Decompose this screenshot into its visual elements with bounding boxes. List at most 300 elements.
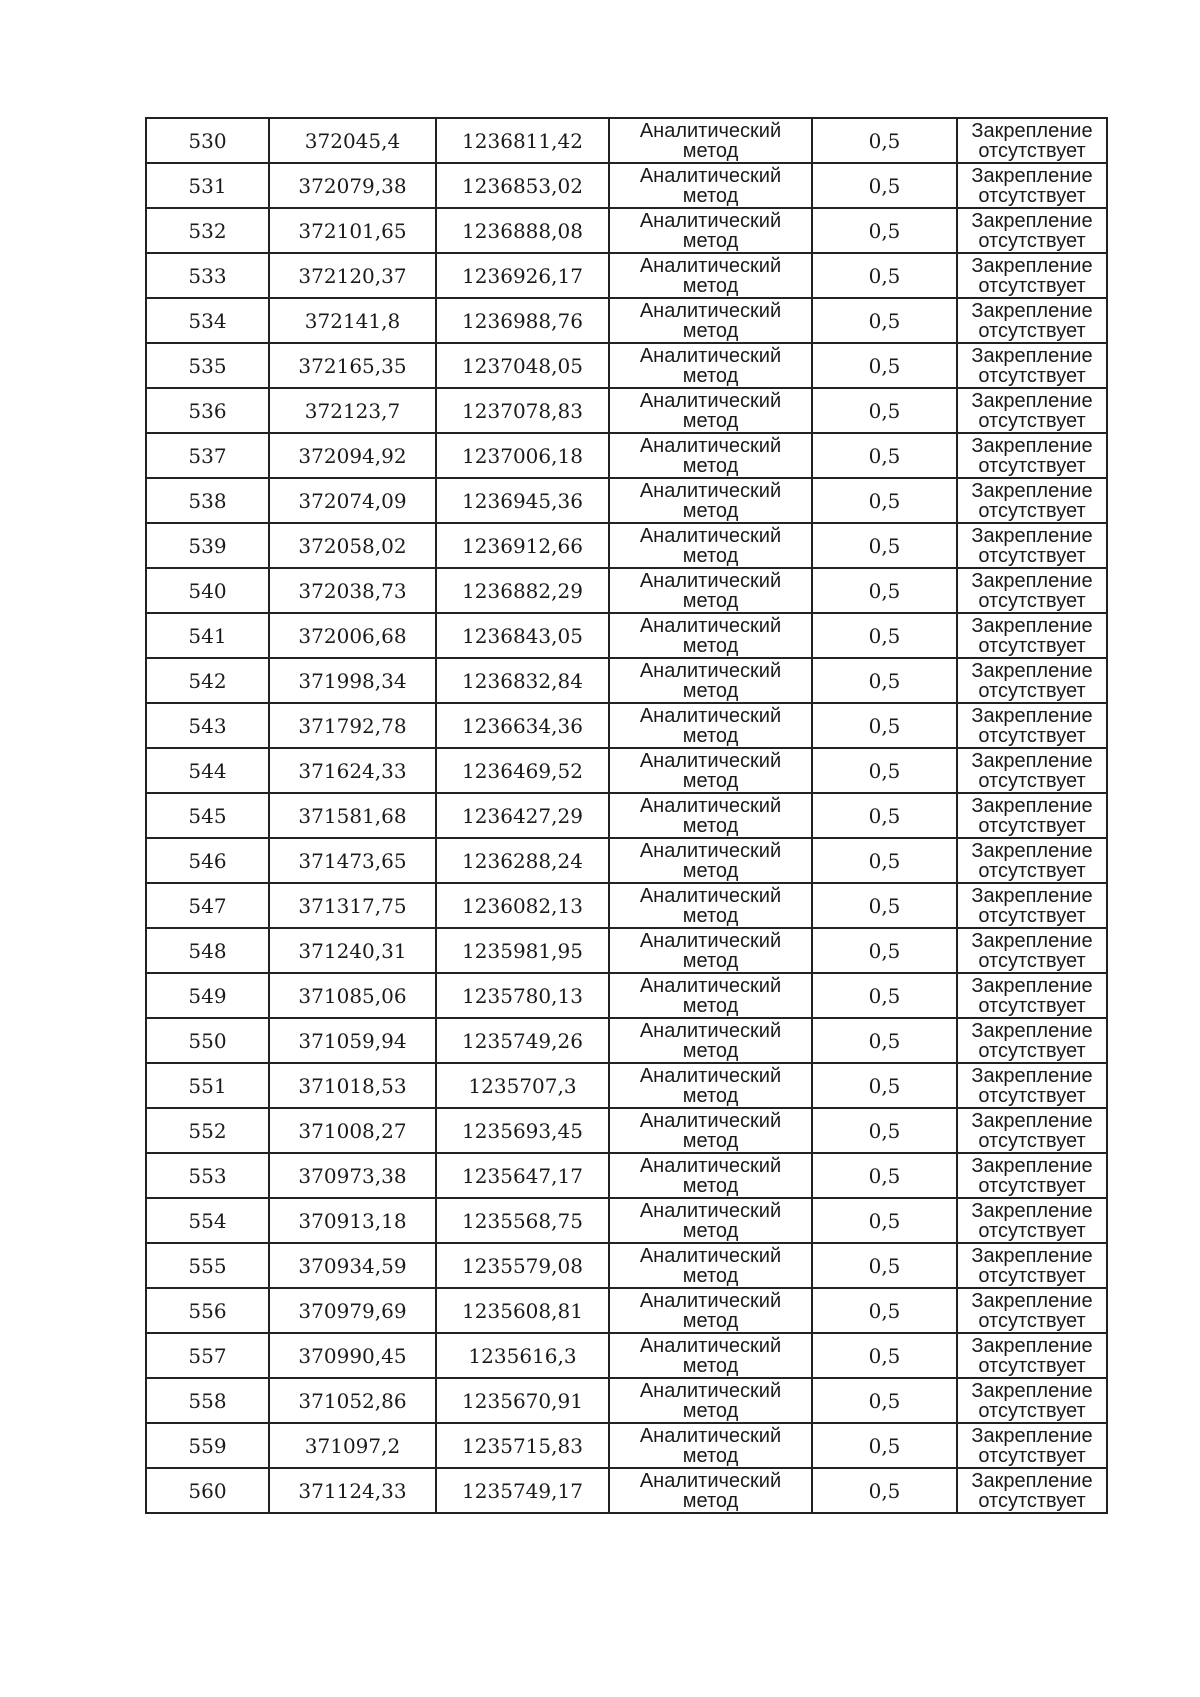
point-number-cell: 544 — [146, 748, 269, 793]
x-coordinate-cell: 371085,06 — [269, 973, 436, 1018]
marking-line-1: Закрепление — [971, 1424, 1093, 1447]
marking-line-2: отсутствует — [978, 1444, 1086, 1467]
accuracy-cell: 0,5 — [812, 613, 957, 658]
marking-line-2: отсутствует — [978, 139, 1086, 162]
y-coordinate-cell: 1235608,81 — [436, 1288, 609, 1333]
table-row — [146, 1423, 1107, 1468]
method-cell — [609, 1063, 812, 1108]
accuracy-cell: 0,5 — [812, 1288, 957, 1333]
accuracy-cell: 0,5 — [812, 703, 957, 748]
y-coordinate-cell: 1236853,02 — [436, 163, 609, 208]
marking-line-2: отсутствует — [978, 364, 1086, 387]
table-row — [146, 1333, 1107, 1378]
accuracy-cell: 0,5 — [812, 883, 957, 928]
y-coordinate-cell: 1237006,18 — [436, 433, 609, 478]
y-coordinate-cell: 1236912,66 — [436, 523, 609, 568]
accuracy-cell: 0,5 — [812, 1243, 957, 1288]
x-coordinate-cell: 372123,7 — [269, 388, 436, 433]
point-number-cell: 560 — [146, 1468, 269, 1513]
marking-cell — [957, 388, 1107, 433]
x-coordinate-cell: 372165,35 — [269, 343, 436, 388]
marking-line-1: Закрепление — [971, 614, 1093, 637]
x-coordinate-cell: 372094,92 — [269, 433, 436, 478]
table-row — [146, 1378, 1107, 1423]
table-row — [146, 118, 1107, 163]
x-coordinate-cell: 371059,94 — [269, 1018, 436, 1063]
method-cell — [609, 568, 812, 613]
y-coordinate-cell: 1237048,05 — [436, 343, 609, 388]
marking-line-2: отсутствует — [978, 454, 1086, 477]
method-cell — [609, 1468, 812, 1513]
marking-line-1: Закрепление — [971, 929, 1093, 952]
y-coordinate-cell: 1236082,13 — [436, 883, 609, 928]
x-coordinate-cell: 370913,18 — [269, 1198, 436, 1243]
method-line-2: метод — [682, 454, 739, 477]
marking-line-2: отсутствует — [978, 1489, 1086, 1512]
marking-line-1: Закрепление — [971, 1289, 1093, 1312]
x-coordinate-cell: 371124,33 — [269, 1468, 436, 1513]
marking-cell — [957, 343, 1107, 388]
x-coordinate-cell: 371998,34 — [269, 658, 436, 703]
marking-cell — [957, 478, 1107, 523]
method-cell — [609, 883, 812, 928]
accuracy-cell: 0,5 — [812, 568, 957, 613]
method-line-1: Аналитический — [639, 839, 782, 862]
accuracy-cell: 0,5 — [812, 973, 957, 1018]
method-line-2: метод — [682, 1084, 739, 1107]
point-number-cell: 537 — [146, 433, 269, 478]
method-cell — [609, 208, 812, 253]
point-number-cell: 552 — [146, 1108, 269, 1153]
marking-cell — [957, 1063, 1107, 1108]
marking-cell — [957, 838, 1107, 883]
table-row — [146, 568, 1107, 613]
marking-line-1: Закрепление — [971, 389, 1093, 412]
method-cell — [609, 1018, 812, 1063]
method-line-1: Аналитический — [639, 479, 782, 502]
accuracy-cell: 0,5 — [812, 748, 957, 793]
marking-cell — [957, 1288, 1107, 1333]
x-coordinate-cell: 372058,02 — [269, 523, 436, 568]
accuracy-cell: 0,5 — [812, 793, 957, 838]
marking-cell — [957, 1423, 1107, 1468]
table-row — [146, 748, 1107, 793]
y-coordinate-cell: 1235693,45 — [436, 1108, 609, 1153]
x-coordinate-cell: 372079,38 — [269, 163, 436, 208]
point-number-cell: 553 — [146, 1153, 269, 1198]
marking-line-2: отсутствует — [978, 1399, 1086, 1422]
method-line-2: метод — [682, 904, 739, 927]
marking-line-2: отсутствует — [978, 1219, 1086, 1242]
point-number-cell: 530 — [146, 118, 269, 163]
point-number-cell: 541 — [146, 613, 269, 658]
method-line-1: Аналитический — [639, 1019, 782, 1042]
x-coordinate-cell: 371097,2 — [269, 1423, 436, 1468]
point-number-cell: 548 — [146, 928, 269, 973]
method-cell — [609, 613, 812, 658]
x-coordinate-cell: 371792,78 — [269, 703, 436, 748]
y-coordinate-cell: 1235647,17 — [436, 1153, 609, 1198]
y-coordinate-cell: 1236988,76 — [436, 298, 609, 343]
point-number-cell: 534 — [146, 298, 269, 343]
method-cell — [609, 388, 812, 433]
point-number-cell: 533 — [146, 253, 269, 298]
marking-line-2: отсутствует — [978, 544, 1086, 567]
y-coordinate-cell: 1235749,17 — [436, 1468, 609, 1513]
method-cell — [609, 1198, 812, 1243]
table-row — [146, 253, 1107, 298]
method-line-2: метод — [682, 139, 739, 162]
method-line-2: метод — [682, 1399, 739, 1422]
method-line-2: метод — [682, 229, 739, 252]
method-line-1: Аналитический — [639, 1334, 782, 1357]
method-line-1: Аналитический — [639, 119, 782, 142]
method-cell — [609, 298, 812, 343]
marking-line-2: отсутствует — [978, 1084, 1086, 1107]
table-row — [146, 1468, 1107, 1513]
method-line-1: Аналитический — [639, 704, 782, 727]
marking-line-1: Закрепление — [971, 974, 1093, 997]
method-cell — [609, 973, 812, 1018]
marking-line-2: отсутствует — [978, 1354, 1086, 1377]
method-line-2: метод — [682, 544, 739, 567]
marking-line-1: Закрепление — [971, 479, 1093, 502]
method-line-1: Аналитический — [639, 524, 782, 547]
table-row — [146, 1198, 1107, 1243]
method-line-1: Аналитический — [639, 1154, 782, 1177]
accuracy-cell: 0,5 — [812, 298, 957, 343]
x-coordinate-cell: 371018,53 — [269, 1063, 436, 1108]
point-number-cell: 558 — [146, 1378, 269, 1423]
point-number-cell: 538 — [146, 478, 269, 523]
method-line-2: метод — [682, 994, 739, 1017]
accuracy-cell: 0,5 — [812, 1378, 957, 1423]
y-coordinate-cell: 1236469,52 — [436, 748, 609, 793]
point-number-cell: 542 — [146, 658, 269, 703]
accuracy-cell: 0,5 — [812, 1063, 957, 1108]
method-cell — [609, 253, 812, 298]
marking-line-2: отсутствует — [978, 949, 1086, 972]
x-coordinate-cell: 371581,68 — [269, 793, 436, 838]
point-number-cell: 559 — [146, 1423, 269, 1468]
method-line-2: метод — [682, 364, 739, 387]
y-coordinate-cell: 1236811,42 — [436, 118, 609, 163]
x-coordinate-cell: 370934,59 — [269, 1243, 436, 1288]
marking-line-2: отсутствует — [978, 274, 1086, 297]
table-row — [146, 1018, 1107, 1063]
y-coordinate-cell: 1236288,24 — [436, 838, 609, 883]
method-cell — [609, 1108, 812, 1153]
point-number-cell: 535 — [146, 343, 269, 388]
method-line-2: метод — [682, 949, 739, 972]
marking-cell — [957, 658, 1107, 703]
marking-line-2: отсутствует — [978, 1039, 1086, 1062]
accuracy-cell: 0,5 — [812, 478, 957, 523]
method-cell — [609, 1378, 812, 1423]
x-coordinate-cell: 372038,73 — [269, 568, 436, 613]
y-coordinate-cell: 1236888,08 — [436, 208, 609, 253]
y-coordinate-cell: 1235981,95 — [436, 928, 609, 973]
method-line-2: метод — [682, 1489, 739, 1512]
accuracy-cell: 0,5 — [812, 1333, 957, 1378]
method-line-1: Аналитический — [639, 434, 782, 457]
marking-line-2: отсутствует — [978, 769, 1086, 792]
table-row — [146, 883, 1107, 928]
table-row — [146, 703, 1107, 748]
method-cell — [609, 343, 812, 388]
marking-cell — [957, 523, 1107, 568]
x-coordinate-cell: 372074,09 — [269, 478, 436, 523]
method-line-2: метод — [682, 859, 739, 882]
method-line-1: Аналитический — [639, 1109, 782, 1132]
table-row — [146, 433, 1107, 478]
marking-cell — [957, 1378, 1107, 1423]
y-coordinate-cell: 1235780,13 — [436, 973, 609, 1018]
y-coordinate-cell: 1235749,26 — [436, 1018, 609, 1063]
marking-line-2: отсутствует — [978, 859, 1086, 882]
method-line-1: Аналитический — [639, 794, 782, 817]
point-number-cell: 540 — [146, 568, 269, 613]
marking-line-2: отсутствует — [978, 184, 1086, 207]
marking-cell — [957, 253, 1107, 298]
point-number-cell: 557 — [146, 1333, 269, 1378]
table-row — [146, 928, 1107, 973]
marking-line-1: Закрепление — [971, 794, 1093, 817]
y-coordinate-cell: 1236634,36 — [436, 703, 609, 748]
marking-line-2: отсутствует — [978, 994, 1086, 1017]
method-line-1: Аналитический — [639, 614, 782, 637]
marking-cell — [957, 748, 1107, 793]
point-number-cell: 551 — [146, 1063, 269, 1108]
marking-line-1: Закрепление — [971, 254, 1093, 277]
marking-cell — [957, 793, 1107, 838]
point-number-cell: 536 — [146, 388, 269, 433]
x-coordinate-cell: 371317,75 — [269, 883, 436, 928]
marking-line-2: отсутствует — [978, 1174, 1086, 1197]
marking-cell — [957, 1018, 1107, 1063]
method-line-2: метод — [682, 184, 739, 207]
accuracy-cell: 0,5 — [812, 1423, 957, 1468]
method-cell — [609, 433, 812, 478]
accuracy-cell: 0,5 — [812, 658, 957, 703]
method-line-1: Аналитический — [639, 254, 782, 277]
x-coordinate-cell: 372141,8 — [269, 298, 436, 343]
y-coordinate-cell: 1235670,91 — [436, 1378, 609, 1423]
marking-line-2: отсутствует — [978, 1309, 1086, 1332]
marking-line-1: Закрепление — [971, 659, 1093, 682]
method-cell — [609, 703, 812, 748]
accuracy-cell: 0,5 — [812, 118, 957, 163]
y-coordinate-cell: 1236843,05 — [436, 613, 609, 658]
marking-cell — [957, 118, 1107, 163]
point-number-cell: 531 — [146, 163, 269, 208]
marking-line-2: отсутствует — [978, 499, 1086, 522]
marking-cell — [957, 298, 1107, 343]
table-row — [146, 613, 1107, 658]
method-cell — [609, 1243, 812, 1288]
x-coordinate-cell: 371052,86 — [269, 1378, 436, 1423]
marking-line-1: Закрепление — [971, 1379, 1093, 1402]
marking-line-1: Закрепление — [971, 1154, 1093, 1177]
marking-line-1: Закрепление — [971, 839, 1093, 862]
method-line-2: метод — [682, 769, 739, 792]
marking-cell — [957, 703, 1107, 748]
method-line-1: Аналитический — [639, 749, 782, 772]
method-line-2: метод — [682, 319, 739, 342]
accuracy-cell: 0,5 — [812, 523, 957, 568]
marking-cell — [957, 163, 1107, 208]
marking-line-1: Закрепление — [971, 299, 1093, 322]
marking-line-2: отсутствует — [978, 1264, 1086, 1287]
method-line-1: Аналитический — [639, 344, 782, 367]
method-line-2: метод — [682, 1174, 739, 1197]
point-number-cell: 532 — [146, 208, 269, 253]
table-row — [146, 1108, 1107, 1153]
accuracy-cell: 0,5 — [812, 838, 957, 883]
x-coordinate-cell: 372120,37 — [269, 253, 436, 298]
y-coordinate-cell: 1235579,08 — [436, 1243, 609, 1288]
method-line-2: метод — [682, 1264, 739, 1287]
method-line-2: метод — [682, 1444, 739, 1467]
accuracy-cell: 0,5 — [812, 163, 957, 208]
x-coordinate-cell: 370973,38 — [269, 1153, 436, 1198]
table-row — [146, 388, 1107, 433]
marking-line-1: Закрепление — [971, 749, 1093, 772]
method-line-2: метод — [682, 679, 739, 702]
method-line-1: Аналитический — [639, 569, 782, 592]
table-row — [146, 973, 1107, 1018]
marking-line-1: Закрепление — [971, 1064, 1093, 1087]
marking-cell — [957, 1243, 1107, 1288]
point-number-cell: 549 — [146, 973, 269, 1018]
method-line-1: Аналитический — [639, 929, 782, 952]
accuracy-cell: 0,5 — [812, 253, 957, 298]
accuracy-cell: 0,5 — [812, 388, 957, 433]
marking-cell — [957, 1468, 1107, 1513]
marking-cell — [957, 613, 1107, 658]
marking-line-1: Закрепление — [971, 1109, 1093, 1132]
marking-line-1: Закрепление — [971, 1334, 1093, 1357]
method-cell — [609, 1288, 812, 1333]
method-cell — [609, 793, 812, 838]
marking-line-2: отсутствует — [978, 904, 1086, 927]
method-cell — [609, 658, 812, 703]
accuracy-cell: 0,5 — [812, 1108, 957, 1153]
method-line-1: Аналитический — [639, 1199, 782, 1222]
table-row — [146, 478, 1107, 523]
accuracy-cell: 0,5 — [812, 1018, 957, 1063]
marking-cell — [957, 1198, 1107, 1243]
method-cell — [609, 748, 812, 793]
marking-line-1: Закрепление — [971, 164, 1093, 187]
marking-cell — [957, 433, 1107, 478]
accuracy-cell: 0,5 — [812, 208, 957, 253]
method-line-1: Аналитический — [639, 164, 782, 187]
method-line-2: метод — [682, 274, 739, 297]
y-coordinate-cell: 1236832,84 — [436, 658, 609, 703]
x-coordinate-cell: 371008,27 — [269, 1108, 436, 1153]
marking-cell — [957, 208, 1107, 253]
accuracy-cell: 0,5 — [812, 433, 957, 478]
table-row — [146, 793, 1107, 838]
method-line-2: метод — [682, 634, 739, 657]
method-cell — [609, 928, 812, 973]
method-line-2: метод — [682, 1309, 739, 1332]
table-row — [146, 1063, 1107, 1108]
marking-line-1: Закрепление — [971, 119, 1093, 142]
method-line-2: метод — [682, 589, 739, 612]
table-row — [146, 523, 1107, 568]
point-number-cell: 547 — [146, 883, 269, 928]
y-coordinate-cell: 1237078,83 — [436, 388, 609, 433]
y-coordinate-cell: 1235616,3 — [436, 1333, 609, 1378]
method-cell — [609, 118, 812, 163]
method-line-1: Аналитический — [639, 1469, 782, 1492]
method-cell — [609, 838, 812, 883]
marking-cell — [957, 928, 1107, 973]
y-coordinate-cell: 1236945,36 — [436, 478, 609, 523]
marking-line-1: Закрепление — [971, 1469, 1093, 1492]
table-row — [146, 1243, 1107, 1288]
marking-line-1: Закрепление — [971, 209, 1093, 232]
method-cell — [609, 1333, 812, 1378]
x-coordinate-cell: 372101,65 — [269, 208, 436, 253]
method-cell — [609, 478, 812, 523]
y-coordinate-cell: 1235715,83 — [436, 1423, 609, 1468]
method-line-2: метод — [682, 814, 739, 837]
method-line-2: метод — [682, 1354, 739, 1377]
marking-cell — [957, 1108, 1107, 1153]
method-line-1: Аналитический — [639, 1064, 782, 1087]
marking-line-1: Закрепление — [971, 1019, 1093, 1042]
method-line-1: Аналитический — [639, 1244, 782, 1267]
point-number-cell: 555 — [146, 1243, 269, 1288]
accuracy-cell: 0,5 — [812, 1198, 957, 1243]
x-coordinate-cell: 371624,33 — [269, 748, 436, 793]
marking-line-2: отсутствует — [978, 724, 1086, 747]
accuracy-cell: 0,5 — [812, 928, 957, 973]
table-row — [146, 1153, 1107, 1198]
point-number-cell: 550 — [146, 1018, 269, 1063]
method-line-1: Аналитический — [639, 299, 782, 322]
marking-line-2: отсутствует — [978, 589, 1086, 612]
marking-line-1: Закрепление — [971, 1199, 1093, 1222]
x-coordinate-cell: 370990,45 — [269, 1333, 436, 1378]
method-line-2: метод — [682, 1039, 739, 1062]
point-number-cell: 554 — [146, 1198, 269, 1243]
method-cell — [609, 1153, 812, 1198]
y-coordinate-cell: 1236926,17 — [436, 253, 609, 298]
marking-line-2: отсутствует — [978, 229, 1086, 252]
table-row — [146, 163, 1107, 208]
marking-cell — [957, 973, 1107, 1018]
marking-cell — [957, 568, 1107, 613]
marking-cell — [957, 883, 1107, 928]
table-row — [146, 208, 1107, 253]
method-cell — [609, 163, 812, 208]
method-line-1: Аналитический — [639, 974, 782, 997]
accuracy-cell: 0,5 — [812, 343, 957, 388]
y-coordinate-cell: 1235568,75 — [436, 1198, 609, 1243]
method-cell — [609, 1423, 812, 1468]
marking-line-2: отсутствует — [978, 814, 1086, 837]
x-coordinate-cell: 371473,65 — [269, 838, 436, 883]
method-line-2: метод — [682, 499, 739, 522]
point-number-cell: 556 — [146, 1288, 269, 1333]
table-row — [146, 298, 1107, 343]
marking-line-1: Закрепление — [971, 1244, 1093, 1267]
method-line-1: Аналитический — [639, 389, 782, 412]
